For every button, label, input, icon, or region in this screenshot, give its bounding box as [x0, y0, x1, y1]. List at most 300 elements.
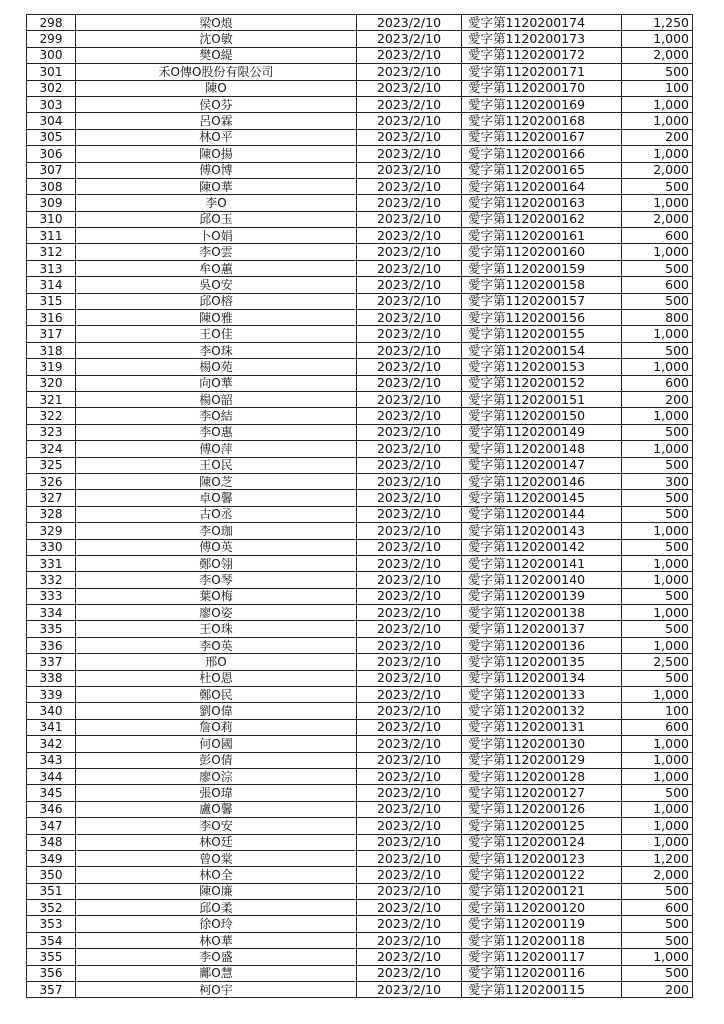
- table-row: [27, 424, 693, 440]
- table-row: [27, 293, 693, 309]
- donor-name: 陳O華: [76, 178, 357, 194]
- table-row: [27, 768, 693, 784]
- donation-amount: 1,000: [622, 555, 693, 571]
- row-number: 309: [27, 195, 76, 211]
- row-number: 346: [27, 801, 76, 817]
- receipt-number: 愛字第1120200138: [462, 605, 622, 621]
- row-number: 334: [27, 605, 76, 621]
- donation-date: 2023/2/10: [357, 457, 462, 473]
- table-row: [27, 178, 693, 194]
- donation-amount: 1,250: [622, 15, 693, 31]
- donation-amount: 1,000: [622, 326, 693, 342]
- row-number: 333: [27, 588, 76, 604]
- table-row: [27, 441, 693, 457]
- donation-date: 2023/2/10: [357, 408, 462, 424]
- donation-amount: 500: [622, 64, 693, 80]
- row-number: 300: [27, 47, 76, 63]
- donation-amount: 800: [622, 310, 693, 326]
- donation-date: 2023/2/10: [357, 473, 462, 489]
- receipt-number: 愛字第1120200124: [462, 834, 622, 850]
- table-row: [27, 342, 693, 358]
- table-row: [27, 752, 693, 768]
- donation-date: 2023/2/10: [357, 703, 462, 719]
- donor-name: 陳O廉: [76, 883, 357, 899]
- donation-date: 2023/2/10: [357, 555, 462, 571]
- table-row: [27, 15, 693, 31]
- table-row: [27, 883, 693, 899]
- row-number: 320: [27, 375, 76, 391]
- row-number: 336: [27, 637, 76, 653]
- receipt-number: 愛字第1120200127: [462, 785, 622, 801]
- donation-date: 2023/2/10: [357, 228, 462, 244]
- receipt-number: 愛字第1120200158: [462, 277, 622, 293]
- donation-date: 2023/2/10: [357, 670, 462, 686]
- table-row: [27, 949, 693, 965]
- donor-name: 王O佳: [76, 326, 357, 342]
- row-number: 298: [27, 15, 76, 31]
- row-number: 299: [27, 31, 76, 47]
- receipt-number: 愛字第1120200164: [462, 178, 622, 194]
- table-row: [27, 670, 693, 686]
- receipt-number: 愛字第1120200139: [462, 588, 622, 604]
- table-row: [27, 900, 693, 916]
- donor-name: 樊O緹: [76, 47, 357, 63]
- donation-date: 2023/2/10: [357, 637, 462, 653]
- table-row: [27, 195, 693, 211]
- donor-name: 鄭O翎: [76, 555, 357, 571]
- table-row: [27, 621, 693, 637]
- receipt-number: 愛字第1120200165: [462, 162, 622, 178]
- donor-name: 侯O芬: [76, 96, 357, 112]
- donation-amount: 200: [622, 129, 693, 145]
- donation-table: [26, 14, 693, 998]
- donation-amount: 500: [622, 588, 693, 604]
- receipt-number: 愛字第1120200159: [462, 260, 622, 276]
- donation-date: 2023/2/10: [357, 785, 462, 801]
- table-row: [27, 834, 693, 850]
- donor-name: 楊O苑: [76, 359, 357, 375]
- donation-date: 2023/2/10: [357, 949, 462, 965]
- donation-amount: 500: [622, 506, 693, 522]
- donation-date: 2023/2/10: [357, 15, 462, 31]
- donor-name: 邱O玉: [76, 211, 357, 227]
- row-number: 323: [27, 424, 76, 440]
- table-row: [27, 31, 693, 47]
- donation-date: 2023/2/10: [357, 277, 462, 293]
- donation-date: 2023/2/10: [357, 47, 462, 63]
- row-number: 348: [27, 834, 76, 850]
- row-number: 339: [27, 687, 76, 703]
- donor-name: 葉O梅: [76, 588, 357, 604]
- donation-amount: 2,000: [622, 211, 693, 227]
- receipt-number: 愛字第1120200168: [462, 113, 622, 129]
- receipt-number: 愛字第1120200155: [462, 326, 622, 342]
- receipt-number: 愛字第1120200134: [462, 670, 622, 686]
- donation-date: 2023/2/10: [357, 752, 462, 768]
- donor-name: 傅O萍: [76, 441, 357, 457]
- donor-name: 李O琴: [76, 572, 357, 588]
- receipt-number: 愛字第1120200147: [462, 457, 622, 473]
- donation-amount: 1,000: [622, 768, 693, 784]
- donation-amount: 600: [622, 375, 693, 391]
- donor-name: 吳O安: [76, 277, 357, 293]
- donor-name: 李O惠: [76, 424, 357, 440]
- row-number: 317: [27, 326, 76, 342]
- table-row: [27, 687, 693, 703]
- donor-name: 林O廷: [76, 834, 357, 850]
- donation-amount: 2,000: [622, 867, 693, 883]
- table-row: [27, 80, 693, 96]
- row-number: 316: [27, 310, 76, 326]
- donation-amount: 1,200: [622, 850, 693, 866]
- donation-date: 2023/2/10: [357, 424, 462, 440]
- table-row: [27, 916, 693, 932]
- table-row: [27, 850, 693, 866]
- receipt-number: 愛字第1120200130: [462, 736, 622, 752]
- donation-amount: 1,000: [622, 834, 693, 850]
- donation-amount: 500: [622, 670, 693, 686]
- donation-date: 2023/2/10: [357, 178, 462, 194]
- receipt-number: 愛字第1120200115: [462, 982, 622, 998]
- row-number: 330: [27, 539, 76, 555]
- donation-date: 2023/2/10: [357, 211, 462, 227]
- table-row: [27, 982, 693, 998]
- donation-date: 2023/2/10: [357, 326, 462, 342]
- donation-date: 2023/2/10: [357, 64, 462, 80]
- table-row: [27, 113, 693, 129]
- row-number: 314: [27, 277, 76, 293]
- table-row: [27, 539, 693, 555]
- donor-name: 禾O傳O股份有限公司: [76, 64, 357, 80]
- donation-table-body: [27, 15, 693, 998]
- receipt-number: 愛字第1120200119: [462, 916, 622, 932]
- donation-amount: 1,000: [622, 408, 693, 424]
- table-row: [27, 572, 693, 588]
- donation-amount: 500: [622, 785, 693, 801]
- row-number: 347: [27, 818, 76, 834]
- donor-name: 傅O博: [76, 162, 357, 178]
- donation-amount: 1,000: [622, 949, 693, 965]
- table-row: [27, 965, 693, 981]
- donation-amount: 100: [622, 703, 693, 719]
- row-number: 322: [27, 408, 76, 424]
- row-number: 306: [27, 146, 76, 162]
- row-number: 338: [27, 670, 76, 686]
- receipt-number: 愛字第1120200121: [462, 883, 622, 899]
- table-row: [27, 228, 693, 244]
- row-number: 342: [27, 736, 76, 752]
- receipt-number: 愛字第1120200120: [462, 900, 622, 916]
- donation-date: 2023/2/10: [357, 506, 462, 522]
- donation-amount: 500: [622, 457, 693, 473]
- table-row: [27, 146, 693, 162]
- donor-name: 李O安: [76, 818, 357, 834]
- donor-name: 古O丞: [76, 506, 357, 522]
- row-number: 310: [27, 211, 76, 227]
- row-number: 351: [27, 883, 76, 899]
- donor-name: 盧O馨: [76, 801, 357, 817]
- donation-date: 2023/2/10: [357, 900, 462, 916]
- row-number: 345: [27, 785, 76, 801]
- donation-amount: 600: [622, 228, 693, 244]
- table-row: [27, 326, 693, 342]
- table-row: [27, 867, 693, 883]
- donation-amount: 500: [622, 260, 693, 276]
- donor-name: 林O平: [76, 129, 357, 145]
- table-row: [27, 605, 693, 621]
- donation-date: 2023/2/10: [357, 260, 462, 276]
- row-number: 328: [27, 506, 76, 522]
- donor-name: 李O: [76, 195, 357, 211]
- table-row: [27, 801, 693, 817]
- receipt-number: 愛字第1120200167: [462, 129, 622, 145]
- donation-amount: 1,000: [622, 146, 693, 162]
- donor-name: 楊O韶: [76, 391, 357, 407]
- donation-date: 2023/2/10: [357, 687, 462, 703]
- row-number: 304: [27, 113, 76, 129]
- row-number: 312: [27, 244, 76, 260]
- donor-name: 陳O: [76, 80, 357, 96]
- row-number: 301: [27, 64, 76, 80]
- donor-name: 徐O玲: [76, 916, 357, 932]
- donation-date: 2023/2/10: [357, 965, 462, 981]
- receipt-number: 愛字第1120200135: [462, 654, 622, 670]
- donation-date: 2023/2/10: [357, 80, 462, 96]
- donor-name: 李O珈: [76, 523, 357, 539]
- table-row: [27, 654, 693, 670]
- donor-name: 劉O偉: [76, 703, 357, 719]
- donation-date: 2023/2/10: [357, 490, 462, 506]
- donor-name: 牟O蕙: [76, 260, 357, 276]
- donation-date: 2023/2/10: [357, 310, 462, 326]
- table-row: [27, 47, 693, 63]
- receipt-number: 愛字第1120200152: [462, 375, 622, 391]
- table-row: [27, 490, 693, 506]
- donation-amount: 500: [622, 621, 693, 637]
- table-row: [27, 162, 693, 178]
- receipt-number: 愛字第1120200123: [462, 850, 622, 866]
- row-number: 352: [27, 900, 76, 916]
- donation-amount: 1,000: [622, 244, 693, 260]
- donation-date: 2023/2/10: [357, 719, 462, 735]
- donor-name: 李O結: [76, 408, 357, 424]
- donation-amount: 100: [622, 80, 693, 96]
- row-number: 307: [27, 162, 76, 178]
- donation-date: 2023/2/10: [357, 605, 462, 621]
- donor-name: 陳O雅: [76, 310, 357, 326]
- donation-date: 2023/2/10: [357, 113, 462, 129]
- donation-date: 2023/2/10: [357, 342, 462, 358]
- table-row: [27, 64, 693, 80]
- donation-amount: 600: [622, 719, 693, 735]
- row-number: 319: [27, 359, 76, 375]
- donation-date: 2023/2/10: [357, 539, 462, 555]
- donation-amount: 500: [622, 883, 693, 899]
- donor-name: 張O瑋: [76, 785, 357, 801]
- donor-name: 沈O敏: [76, 31, 357, 47]
- donation-amount: 500: [622, 916, 693, 932]
- receipt-number: 愛字第1120200166: [462, 146, 622, 162]
- donation-amount: 1,000: [622, 736, 693, 752]
- receipt-number: 愛字第1120200117: [462, 949, 622, 965]
- donation-date: 2023/2/10: [357, 375, 462, 391]
- donation-amount: 1,000: [622, 818, 693, 834]
- row-number: 343: [27, 752, 76, 768]
- table-row: [27, 457, 693, 473]
- receipt-number: 愛字第1120200141: [462, 555, 622, 571]
- donation-date: 2023/2/10: [357, 588, 462, 604]
- row-number: 341: [27, 719, 76, 735]
- row-number: 332: [27, 572, 76, 588]
- donation-amount: 500: [622, 490, 693, 506]
- table-row: [27, 719, 693, 735]
- table-row: [27, 359, 693, 375]
- receipt-number: 愛字第1120200156: [462, 310, 622, 326]
- donor-name: 鄭O民: [76, 687, 357, 703]
- table-row: [27, 523, 693, 539]
- row-number: 325: [27, 457, 76, 473]
- donation-amount: 2,500: [622, 654, 693, 670]
- donor-name: 梁O烺: [76, 15, 357, 31]
- row-number: 302: [27, 80, 76, 96]
- donation-amount: 500: [622, 539, 693, 555]
- receipt-number: 愛字第1120200146: [462, 473, 622, 489]
- donor-name: 李O雲: [76, 244, 357, 260]
- donation-amount: 1,000: [622, 359, 693, 375]
- donation-amount: 500: [622, 178, 693, 194]
- donation-amount: 1,000: [622, 441, 693, 457]
- donation-amount: 500: [622, 293, 693, 309]
- donation-amount: 500: [622, 424, 693, 440]
- receipt-number: 愛字第1120200145: [462, 490, 622, 506]
- donation-amount: 1,000: [622, 572, 693, 588]
- row-number: 340: [27, 703, 76, 719]
- receipt-number: 愛字第1120200157: [462, 293, 622, 309]
- row-number: 357: [27, 982, 76, 998]
- donor-name: 柯O宇: [76, 982, 357, 998]
- donation-amount: 500: [622, 965, 693, 981]
- donor-name: 傅O英: [76, 539, 357, 555]
- row-number: 337: [27, 654, 76, 670]
- donation-amount: 1,000: [622, 195, 693, 211]
- donor-name: 杜O恩: [76, 670, 357, 686]
- donor-name: 王O珠: [76, 621, 357, 637]
- donation-amount: 300: [622, 473, 693, 489]
- table-row: [27, 375, 693, 391]
- donor-name: 廖O姿: [76, 605, 357, 621]
- donation-date: 2023/2/10: [357, 391, 462, 407]
- donation-amount: 200: [622, 982, 693, 998]
- donation-amount: 1,000: [622, 605, 693, 621]
- receipt-number: 愛字第1120200154: [462, 342, 622, 358]
- donor-name: 李O英: [76, 637, 357, 653]
- receipt-number: 愛字第1120200143: [462, 523, 622, 539]
- donation-date: 2023/2/10: [357, 834, 462, 850]
- donation-date: 2023/2/10: [357, 850, 462, 866]
- receipt-number: 愛字第1120200149: [462, 424, 622, 440]
- receipt-number: 愛字第1120200160: [462, 244, 622, 260]
- donation-date: 2023/2/10: [357, 244, 462, 260]
- donor-name: 卜O娟: [76, 228, 357, 244]
- donation-amount: 1,000: [622, 801, 693, 817]
- table-row: [27, 244, 693, 260]
- receipt-number: 愛字第1120200125: [462, 818, 622, 834]
- donation-date: 2023/2/10: [357, 654, 462, 670]
- row-number: 321: [27, 391, 76, 407]
- donor-name: 卓O馨: [76, 490, 357, 506]
- receipt-number: 愛字第1120200142: [462, 539, 622, 555]
- donor-name: 王O民: [76, 457, 357, 473]
- receipt-number: 愛字第1120200140: [462, 572, 622, 588]
- donor-name: 何O國: [76, 736, 357, 752]
- donor-name: 鄺O慧: [76, 965, 357, 981]
- receipt-number: 愛字第1120200144: [462, 506, 622, 522]
- receipt-number: 愛字第1120200174: [462, 15, 622, 31]
- table-row: [27, 932, 693, 948]
- row-number: 318: [27, 342, 76, 358]
- row-number: 335: [27, 621, 76, 637]
- table-row: [27, 703, 693, 719]
- donation-amount: 200: [622, 391, 693, 407]
- receipt-number: 愛字第1120200148: [462, 441, 622, 457]
- row-number: 303: [27, 96, 76, 112]
- donor-name: 曾O棠: [76, 850, 357, 866]
- donation-date: 2023/2/10: [357, 195, 462, 211]
- receipt-number: 愛字第1120200137: [462, 621, 622, 637]
- donation-amount: 1,000: [622, 637, 693, 653]
- receipt-number: 愛字第1120200172: [462, 47, 622, 63]
- donation-amount: 500: [622, 932, 693, 948]
- donation-date: 2023/2/10: [357, 441, 462, 457]
- donor-name: 林O全: [76, 867, 357, 883]
- row-number: 315: [27, 293, 76, 309]
- table-row: [27, 473, 693, 489]
- table-row: [27, 96, 693, 112]
- table-row: [27, 391, 693, 407]
- donation-date: 2023/2/10: [357, 523, 462, 539]
- receipt-number: 愛字第1120200162: [462, 211, 622, 227]
- table-row: [27, 555, 693, 571]
- table-row: [27, 310, 693, 326]
- table-row: [27, 506, 693, 522]
- donor-name: 廖O淙: [76, 768, 357, 784]
- donor-name: 陳O揚: [76, 146, 357, 162]
- table-row: [27, 260, 693, 276]
- donation-amount: 600: [622, 277, 693, 293]
- row-number: 311: [27, 228, 76, 244]
- donation-date: 2023/2/10: [357, 982, 462, 998]
- receipt-number: 愛字第1120200170: [462, 80, 622, 96]
- row-number: 305: [27, 129, 76, 145]
- donor-name: 邢O: [76, 654, 357, 670]
- donation-date: 2023/2/10: [357, 162, 462, 178]
- donation-date: 2023/2/10: [357, 883, 462, 899]
- row-number: 327: [27, 490, 76, 506]
- donor-name: 彭O倩: [76, 752, 357, 768]
- receipt-number: 愛字第1120200132: [462, 703, 622, 719]
- donor-name: 詹O莉: [76, 719, 357, 735]
- donation-date: 2023/2/10: [357, 359, 462, 375]
- receipt-number: 愛字第1120200136: [462, 637, 622, 653]
- donation-amount: 1,000: [622, 523, 693, 539]
- table-row: [27, 211, 693, 227]
- receipt-number: 愛字第1120200163: [462, 195, 622, 211]
- donation-amount: 1,000: [622, 113, 693, 129]
- donation-date: 2023/2/10: [357, 801, 462, 817]
- table-row: [27, 129, 693, 145]
- row-number: 344: [27, 768, 76, 784]
- row-number: 356: [27, 965, 76, 981]
